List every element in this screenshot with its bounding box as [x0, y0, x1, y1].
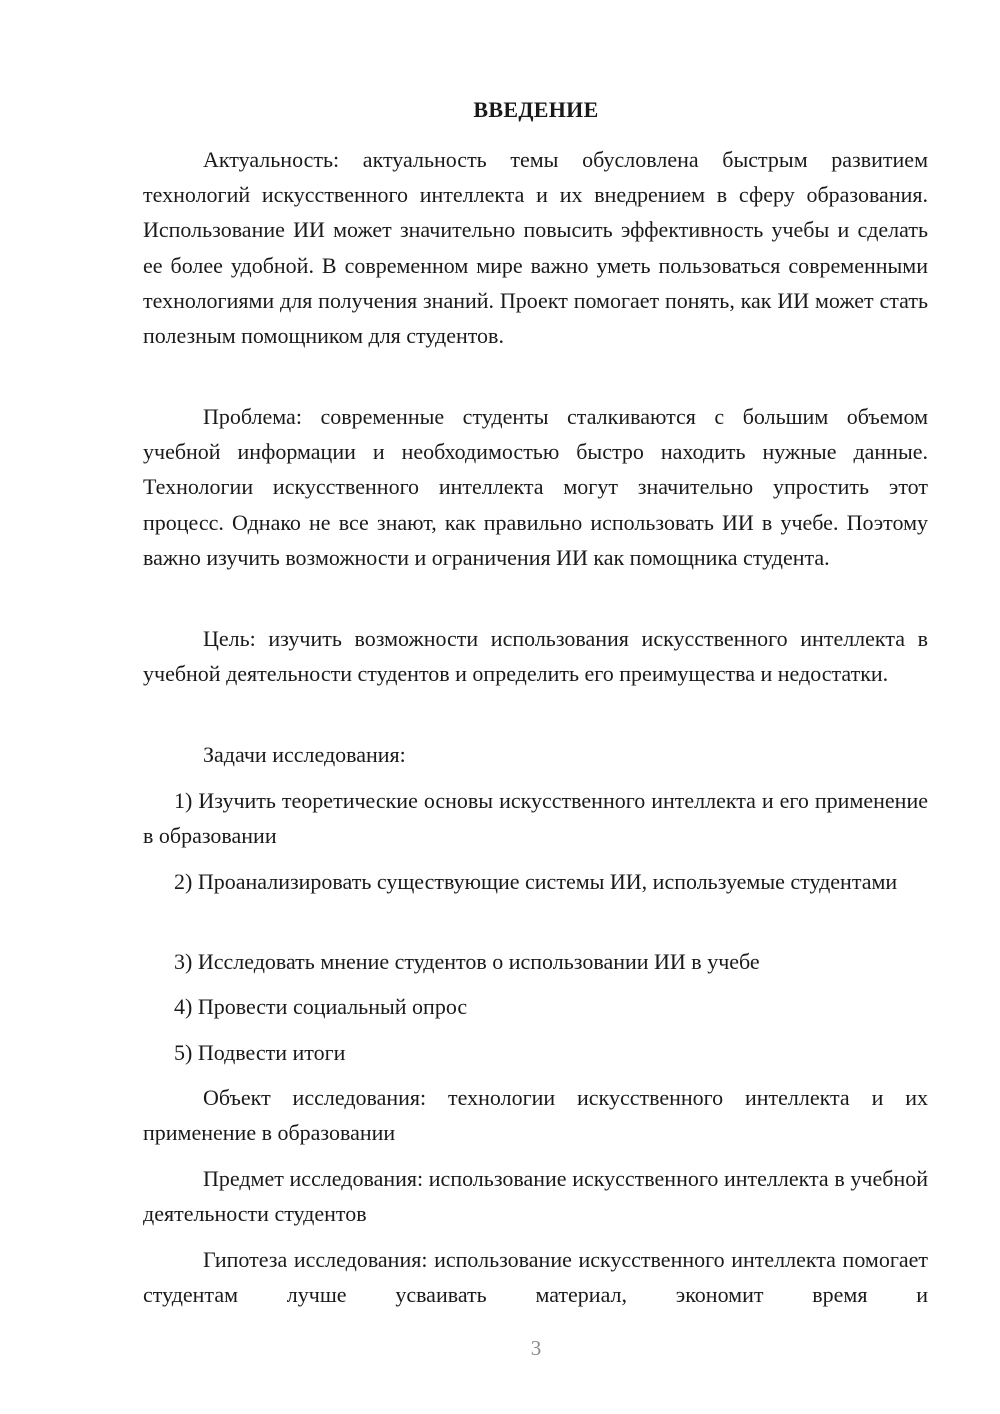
list-item-task-5: 5) Подвести итоги — [174, 1040, 346, 1065]
paragraph-object: Объект исследования: технологии искусственного интеллекта и их применение в образовании — [143, 1085, 928, 1146]
list-item-task-3: 3) Исследовать мнение студентов о использовании ИИ в учебе — [174, 949, 760, 974]
paragraph-hypothesis: Гипотеза исследования: использование искусственного интеллекта помогает студентам лучше усваивать материал, экономит время и — [143, 1247, 928, 1308]
paragraph-goal: Цель: изучить возможности использования искусственного интеллекта в учебной деятельности студентов и определить его преимущества и недостатки. — [143, 626, 928, 687]
tasks-heading: Задачи исследования: — [203, 742, 406, 767]
paragraph-subject: Предмет исследования: использование искусственного интеллекта в учебной деятельности студентов — [143, 1166, 928, 1227]
list-item-task-2: 2) Проанализировать существующие системы ИИ, используемые студентами — [174, 869, 898, 894]
list-item-task-1: 1) Изучить теоретические основы искусственного интеллекта и его применение в образовании — [143, 788, 928, 849]
paragraph-relevance: Актуальность: актуальность темы обусловлена быстрым развитием технологий искусственного интеллекта и их внедрением в сферу образования. Использование ИИ может значительно повысить эффективность учебы и сделать ее более удобной. В современном мире важно уметь пользоваться современными технологиями для получения знаний. Проект помогает понять, как ИИ может стать полезным помощником для студентов. — [143, 147, 928, 349]
page-title: ВВЕДЕНИЕ — [473, 97, 599, 122]
page-number: 3 — [530, 1336, 542, 1360]
list-item-task-4: 4) Провести социальный опрос — [174, 994, 468, 1019]
paragraph-problem: Проблема: современные студенты сталкиваются с большим объемом учебной информации и необходимостью быстро находить нужные данные. Технологии искусственного интеллекта могут значительно упростить этот процесс. Однако не все знают, как правильно использовать ИИ в учебе. Поэтому важно изучить возможности и ограничения ИИ как помощника студента. — [143, 404, 928, 570]
